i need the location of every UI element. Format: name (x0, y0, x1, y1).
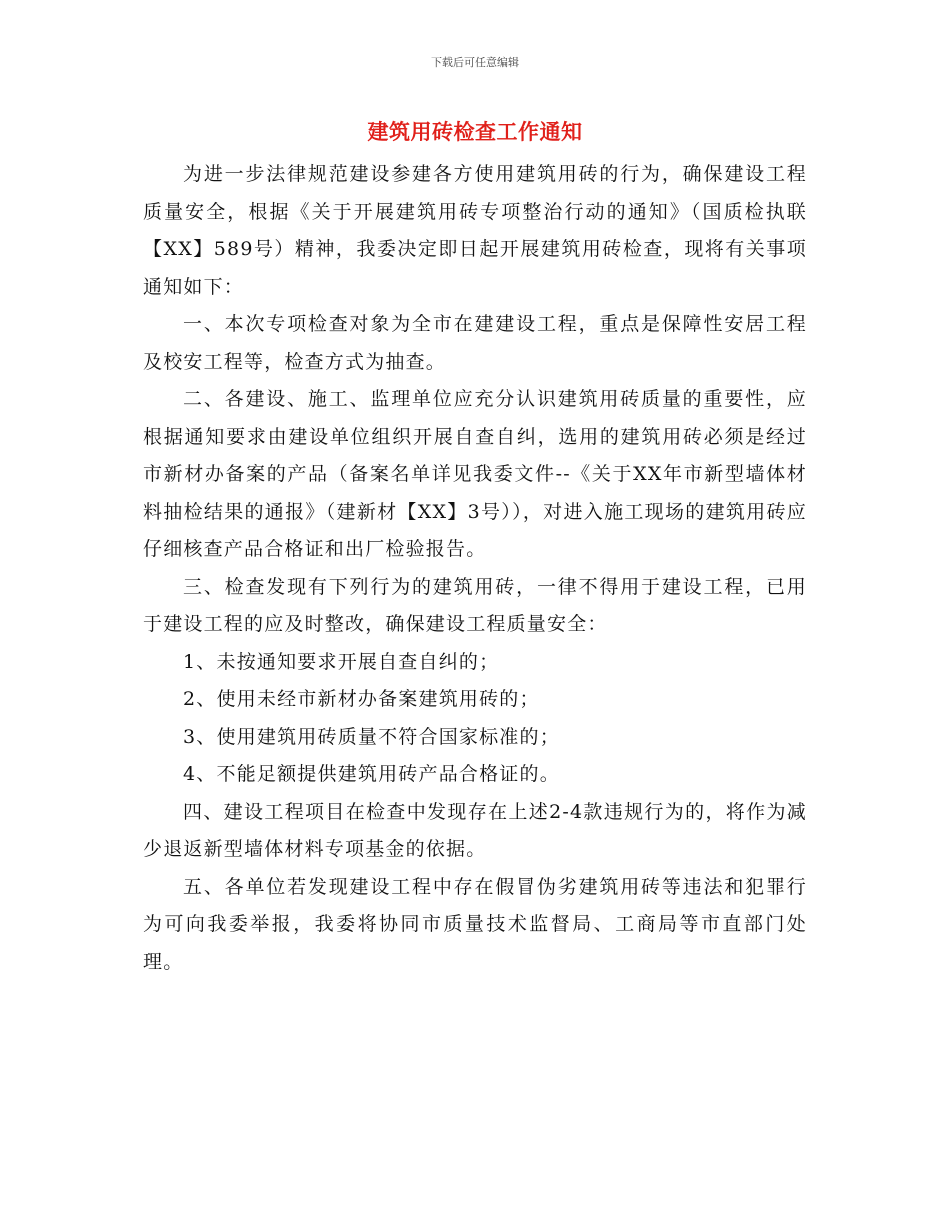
document-title: 建筑用砖检查工作通知 (367, 120, 583, 144)
section-5-paragraph: 五、各单位若发现建设工程中存在假冒伪劣建筑用砖等违法和犯罪行为可向我委举报，我委将协同市质量技术监督局、工商局等市直部门处理。 (143, 875, 807, 973)
document-body (143, 156, 807, 981)
header-note: 下载后可任意编辑 (431, 56, 519, 69)
intro-paragraph: 为进一步法律规范建设参建各方使用建筑用砖的行为，确保建设工程质量安全，根据《关于开展建筑用砖专项整治行动的通知》（国质检执联【XX】589号）精神，我委决定即日起开展建筑用砖检查，现将有关事项通知如下： (143, 163, 807, 298)
list-item-1: 1、未按通知要求开展自查自纠的； (183, 650, 500, 673)
section-2-paragraph: 二、各建设、施工、监理单位应充分认识建筑用砖质量的重要性，应根据通知要求由建设单位组织开展自查自纠，选用的建筑用砖必须是经过市新材办备案的产品（备案名单详见我委文件--《关于XX年市新型墙体材料抽检结果的通报》（建新材【XX】3号）），对进入施工现场的建筑用砖应仔细核查产品合格证和出厂检验报告。 (143, 388, 807, 560)
list-item-4: 4、不能足额提供建筑用砖产品合格证的。 (183, 763, 560, 785)
section-1-paragraph: 一、本次专项检查对象为全市在建建设工程，重点是保障性安居工程及校安工程等，检查方式为抽查。 (143, 313, 807, 373)
list-item-2: 2、使用未经市新材办备案建筑用砖的； (183, 688, 540, 710)
section-3-paragraph: 三、检查发现有下列行为的建筑用砖，一律不得用于建设工程，已用于建设工程的应及时整改，确保建设工程质量安全： (143, 575, 807, 635)
list-item-3: 3、使用建筑用砖质量不符合国家标准的； (183, 725, 560, 748)
section-4-paragraph: 四、建设工程项目在检查中发现存在上述2-4款违规行为的，将作为减少退返新型墙体材料专项基金的依据。 (143, 800, 807, 860)
